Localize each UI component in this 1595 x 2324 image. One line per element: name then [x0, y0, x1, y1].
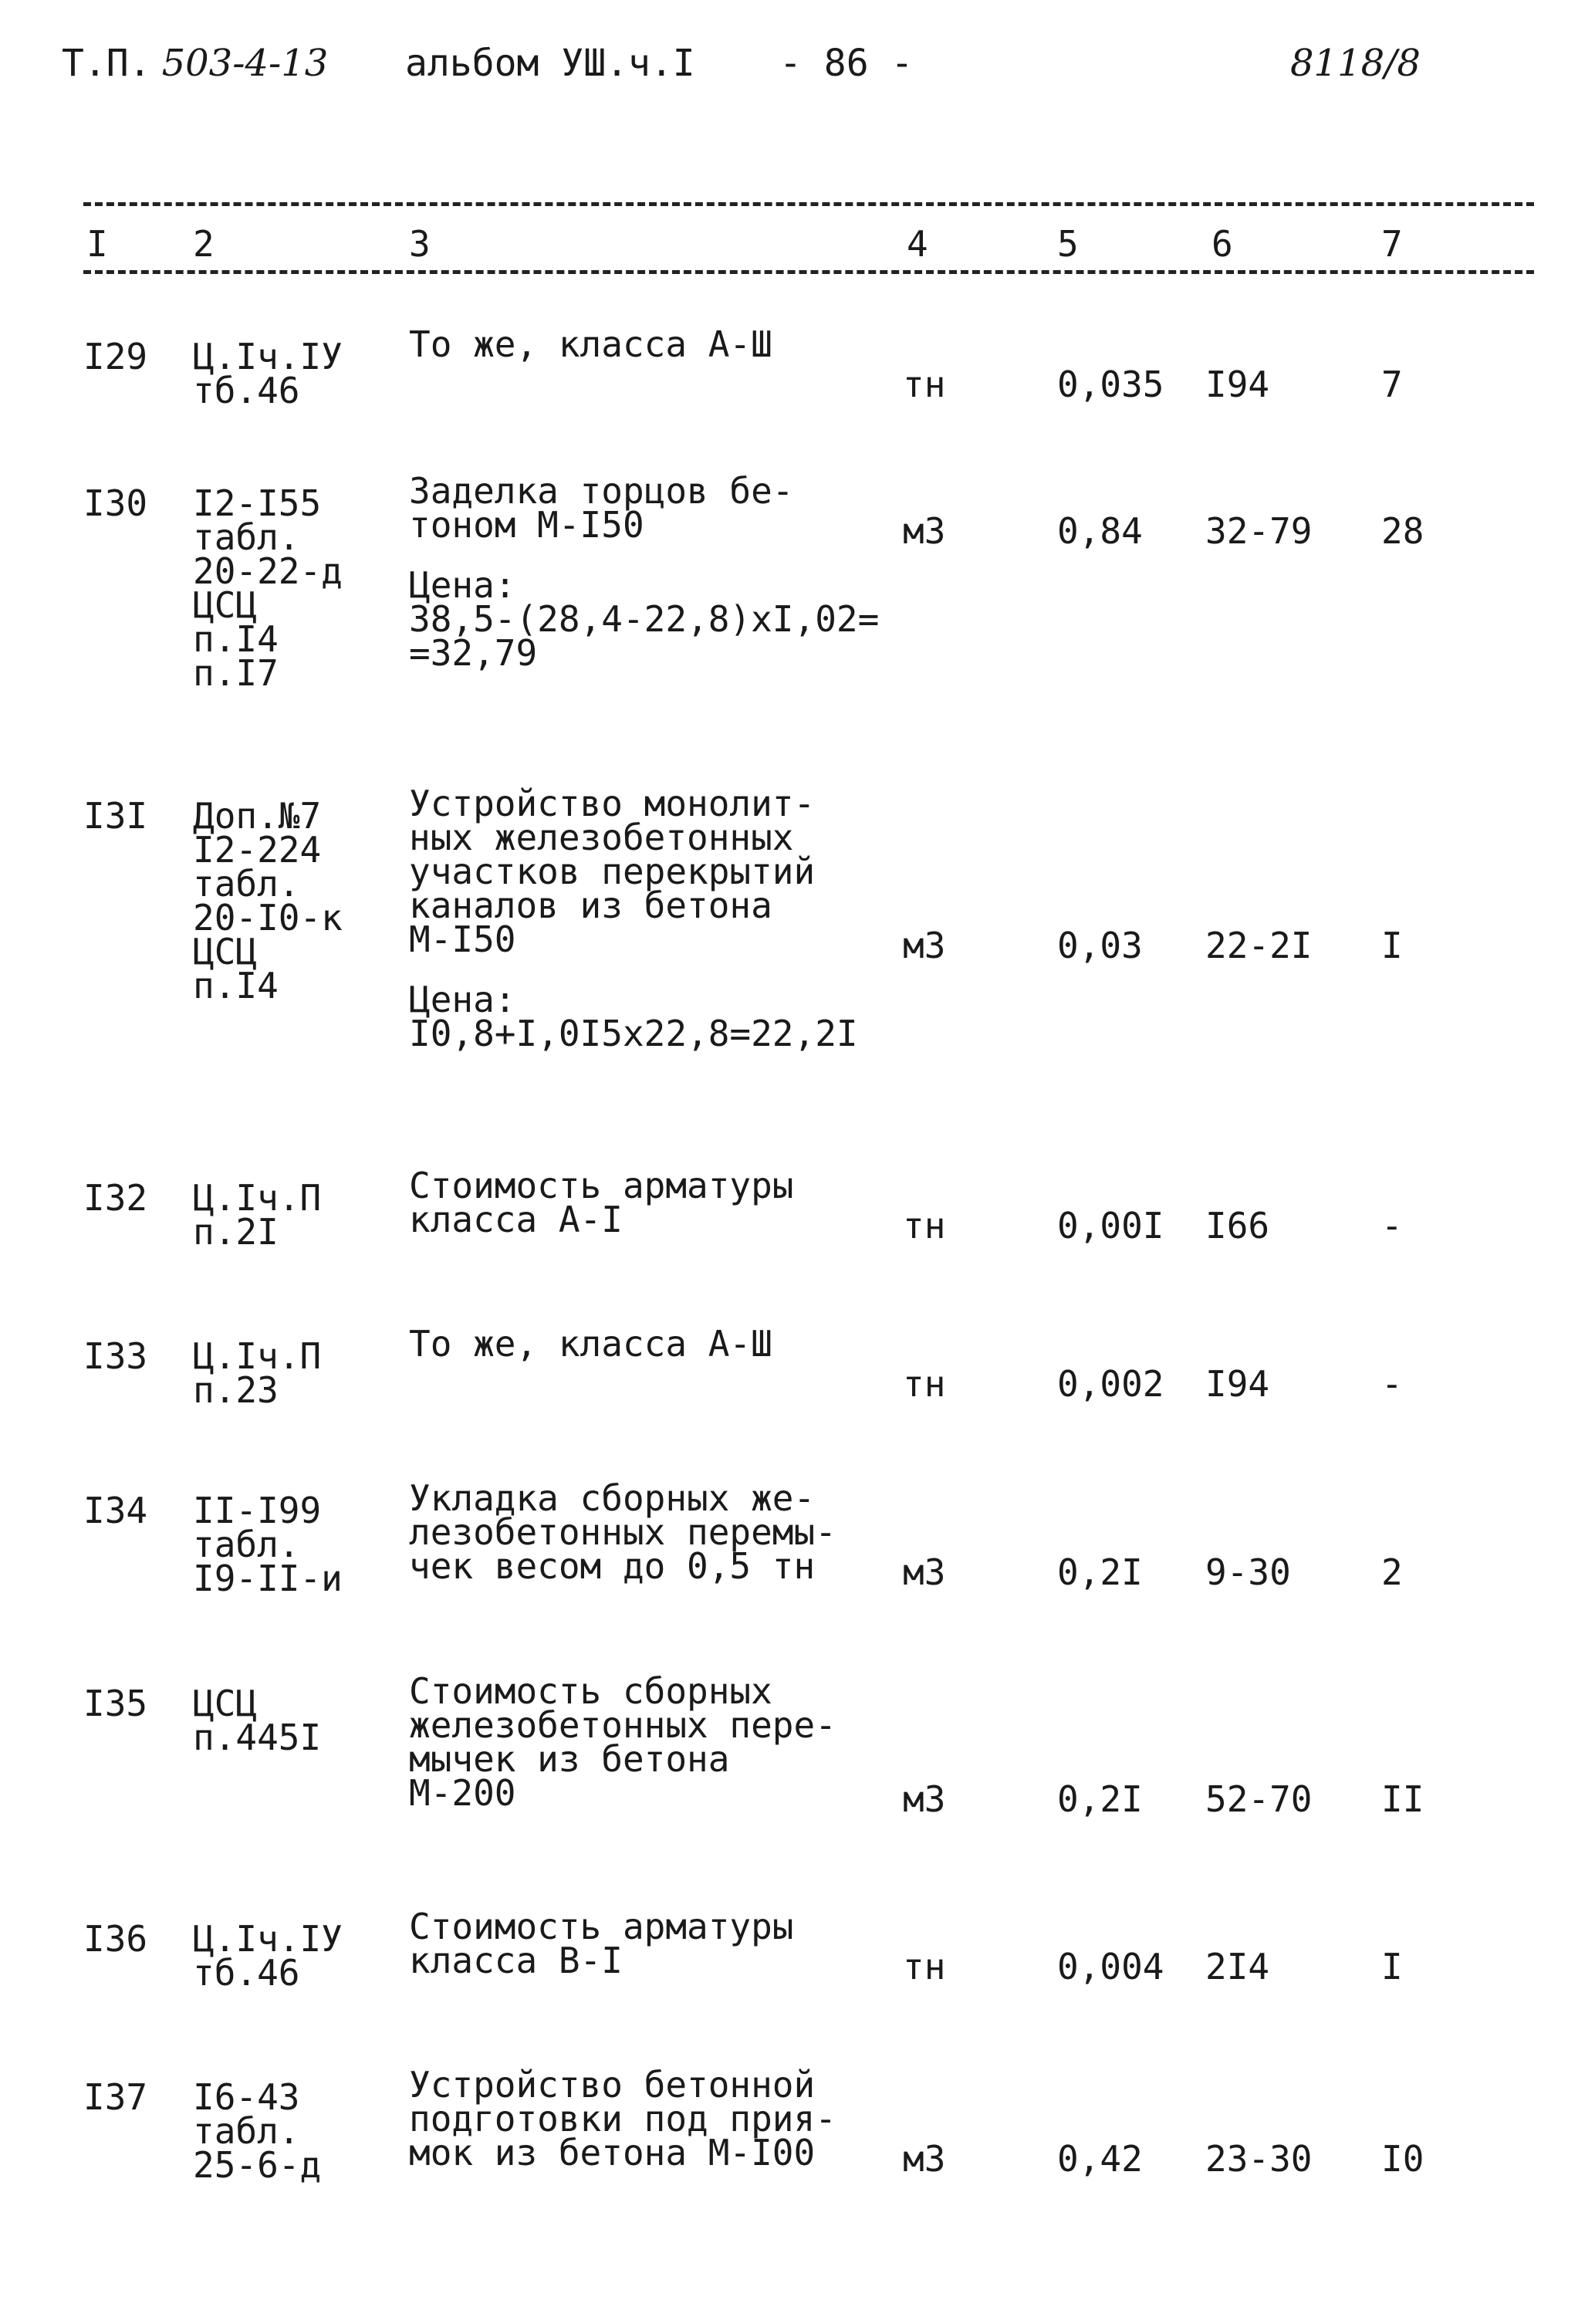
row-number: I32: [83, 1177, 148, 1219]
reference-line: табл.: [193, 863, 300, 905]
reference-line: Ц.Iч.П: [193, 1335, 322, 1377]
unit: м3: [903, 925, 946, 966]
unit-price: 22-2I: [1205, 925, 1313, 966]
reference-line: 20-22-д: [193, 550, 343, 592]
album-label: альбом УШ.ч.I: [405, 42, 695, 85]
unit-price: I94: [1205, 364, 1270, 405]
reference-line: Ц.Iч.IУ: [193, 1918, 343, 1960]
description-line: То же, класса А-Ш: [409, 1323, 772, 1365]
unit: тн: [903, 364, 946, 405]
description-line: М-200: [409, 1772, 516, 1814]
description-line: класса А-I: [409, 1199, 623, 1240]
description-line: чек весом до 0,5 тн: [409, 1545, 816, 1587]
total-cost: -: [1381, 1363, 1403, 1405]
reference-line: табл.: [193, 516, 300, 558]
description-line: участков перекрытий: [409, 851, 816, 892]
unit-price: I94: [1205, 1363, 1270, 1405]
column-number-1: I: [86, 223, 108, 265]
unit-price: I66: [1205, 1205, 1270, 1247]
reference-line: п.I4: [193, 965, 279, 1006]
quantity: 0,035: [1057, 364, 1164, 405]
quantity: 0,2I: [1057, 1551, 1143, 1593]
reference-line: Ц.Iч.IУ: [193, 336, 343, 377]
price-calc-line: =32,79: [409, 632, 538, 674]
column-number-3: 3: [409, 223, 431, 265]
tp-label: Т.П.: [62, 42, 151, 85]
row-number: I3I: [83, 795, 148, 837]
price-calc-line: I0,8+I,0I5х22,8=22,2I: [409, 1013, 858, 1054]
normative-reference: [193, 336, 343, 411]
normative-reference: [193, 1918, 343, 1994]
reference-line: I6-43: [193, 2076, 300, 2118]
quantity: 0,00I: [1057, 1205, 1164, 1247]
normative-reference: [193, 2076, 322, 2186]
unit: м3: [903, 2138, 946, 2180]
description-line: железобетонных пере-: [409, 1704, 836, 1746]
reference-line: тб.46: [193, 370, 300, 411]
reference-line: п.2I: [193, 1211, 279, 1253]
reference-line: I2-224: [193, 829, 322, 871]
normative-reference: [193, 482, 343, 694]
reference-line: табл.: [193, 1524, 300, 1565]
row-number: I34: [83, 1490, 148, 1531]
page-number: - 86 -: [779, 42, 914, 85]
column-number-5: 5: [1057, 223, 1079, 265]
column-number-6: 6: [1211, 223, 1233, 265]
total-cost: -: [1381, 1205, 1403, 1247]
price-calc-line: Цена:: [409, 564, 516, 606]
column-number-7: 7: [1381, 223, 1403, 265]
description-line: ных железобетонных: [409, 817, 794, 858]
description-line: класса В-I: [409, 1940, 623, 1981]
normative-reference: [193, 795, 343, 1006]
reference-line: Доп.№7: [193, 795, 322, 837]
normative-reference: [193, 1335, 322, 1411]
total-cost: 28: [1381, 510, 1424, 552]
work-description: [409, 2064, 836, 2173]
reference-line: п.I7: [193, 652, 279, 694]
unit: тн: [903, 1205, 946, 1247]
doc-series: [62, 40, 328, 86]
description-line: мычек из бетона: [409, 1738, 730, 1780]
column-number-2: 2: [193, 223, 215, 265]
description-line: М-I50: [409, 918, 516, 960]
description-line: тоном М-I50: [409, 504, 644, 546]
unit: м3: [903, 1778, 946, 1820]
reference-line: Ц.Iч.П: [193, 1177, 322, 1219]
row-number: I30: [83, 482, 148, 524]
total-cost: 7: [1381, 364, 1403, 405]
unit: тн: [903, 1363, 946, 1405]
header-dashed-rule-top: [83, 202, 1534, 206]
unit: м3: [903, 510, 946, 552]
header-dashed-rule-bottom: [83, 270, 1534, 274]
normative-reference: [193, 1683, 322, 1758]
reference-line: ЦСЦ: [193, 931, 258, 973]
price-calc-line: Цена:: [409, 979, 516, 1020]
reference-line: п.I4: [193, 618, 279, 660]
unit-price: 9-30: [1205, 1551, 1291, 1593]
reference-line: II-I99: [193, 1490, 322, 1531]
description-line: То же, класса А-Ш: [409, 323, 772, 365]
description-line: Устройство бетонной: [409, 2064, 816, 2106]
total-cost: I: [1381, 925, 1403, 966]
reference-line: тб.46: [193, 1952, 300, 1994]
unit: тн: [903, 1946, 946, 1987]
unit-price: 32-79: [1205, 510, 1313, 552]
description-line: Заделка торцов бе-: [409, 470, 794, 512]
row-number: I33: [83, 1335, 148, 1377]
unit-price: 23-30: [1205, 2138, 1313, 2180]
unit-price: 2I4: [1205, 1946, 1270, 1987]
total-cost: I: [1381, 1946, 1403, 1987]
reference-line: табл.: [193, 2110, 300, 2152]
unit-price: 52-70: [1205, 1778, 1313, 1820]
normative-reference: [193, 1490, 343, 1599]
unit: м3: [903, 1551, 946, 1593]
work-description: [409, 1670, 836, 1814]
quantity: 0,002: [1057, 1363, 1164, 1405]
reference-line: п.23: [193, 1369, 279, 1411]
total-cost: I0: [1381, 2138, 1424, 2180]
reference-line: 25-6-д: [193, 2144, 322, 2186]
quantity: 0,84: [1057, 510, 1143, 552]
description-line: Укладка сборных же-: [409, 1477, 816, 1519]
work-description: [409, 783, 858, 1054]
row-number: I29: [83, 336, 148, 377]
row-number: I36: [83, 1918, 148, 1960]
description-line: каналов из бетона: [409, 885, 772, 926]
quantity: 0,2I: [1057, 1778, 1143, 1820]
reference-line: п.445I: [193, 1717, 322, 1758]
reference-line: I2-I55: [193, 482, 322, 524]
description-line: мок из бетона М-I00: [409, 2132, 816, 2173]
work-description: [409, 1323, 772, 1365]
total-cost: II: [1381, 1778, 1424, 1820]
description-line: Стоимость арматуры: [409, 1165, 794, 1206]
normative-reference: [193, 1177, 322, 1253]
row-number: I37: [83, 2076, 148, 2118]
row-number: I35: [83, 1683, 148, 1724]
quantity: 0,42: [1057, 2138, 1143, 2180]
description-line: лезобетонных перемы-: [409, 1511, 836, 1553]
column-number-4: 4: [907, 223, 928, 265]
work-description: [409, 1477, 836, 1587]
reference-line: ЦСЦ: [193, 1683, 258, 1724]
reference-line: 20-I0-к: [193, 897, 343, 939]
work-description: [409, 470, 880, 674]
reference-line: I9-II-и: [193, 1558, 343, 1599]
quantity: 0,03: [1057, 925, 1143, 966]
description-line: Устройство монолит-: [409, 783, 816, 824]
work-description: [409, 1906, 794, 1981]
tp-number: 503-4-13: [161, 42, 329, 85]
description-line: подготовки под прия-: [409, 2098, 836, 2140]
description-line: Стоимость сборных: [409, 1670, 772, 1712]
doc-code: 8118/8: [1290, 42, 1421, 85]
total-cost: 2: [1381, 1551, 1403, 1593]
description-line: Стоимость арматуры: [409, 1906, 794, 1947]
price-calc-line: 38,5-(28,4-22,8)хI,02=: [409, 598, 880, 640]
reference-line: ЦСЦ: [193, 584, 258, 626]
quantity: 0,004: [1057, 1946, 1164, 1987]
work-description: [409, 323, 772, 365]
work-description: [409, 1165, 794, 1240]
